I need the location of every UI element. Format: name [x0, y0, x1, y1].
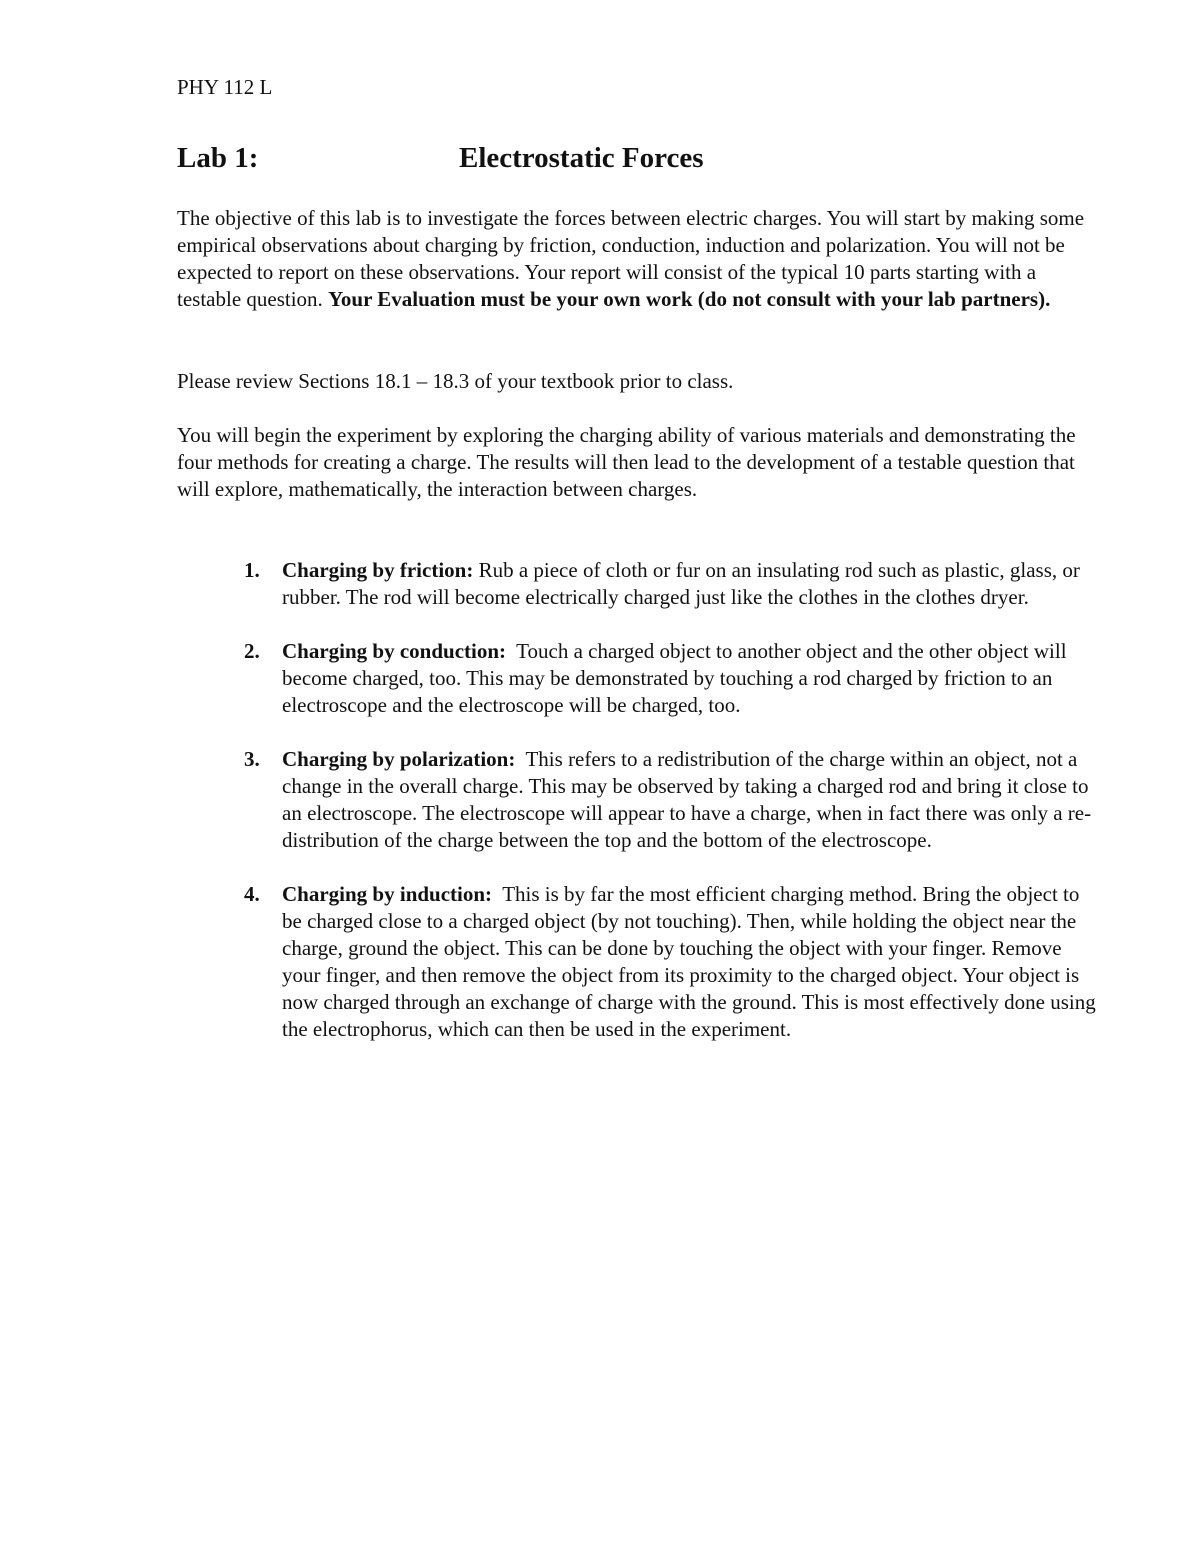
- objective-text: The objective of this lab is to investigate the forces between electric charges. You will start by making some empirical observations about charging by friction, conduction, induction and polarization. You will not be expected to report on these observations. Your report will consist of the typical 10 parts starting with a testable question.: [177, 206, 1085, 311]
- method-description: Rub a piece of cloth or fur on an insulating rod such as plastic, glass, or rubber. The rod will become electrically charged just like the clothes in the clothes dryer.: [282, 558, 1080, 609]
- method-number: 2.: [244, 639, 260, 663]
- lab-title: [177, 142, 1097, 182]
- method-conduction: [244, 638, 1104, 719]
- charging-methods-list: [244, 557, 1104, 1070]
- method-term: Charging by induction:: [282, 882, 493, 906]
- method-number: 3.: [244, 747, 260, 771]
- evaluation-notice: Your Evaluation must be your own work (do not consult with your lab partners).: [328, 287, 1051, 311]
- method-description: Touch a charged object to another object and the other object will become charged, too. This may be demonstrated by touching a rod charged by friction to an electroscope and the electroscope will be charged, too.: [282, 639, 1067, 717]
- method-term: Charging by polarization:: [282, 747, 516, 771]
- method-description: This is by far the most efficient charging method. Bring the object to be charged close to a charged object (by not touching). Then, while holding the object near the charge, ground the object. This can be done by touching the object with your finger. Remove your finger, and then remove the object from its proximity to the charged object. Your object is now charged through an exchange of charge with the ground. This is most effectively done using the electrophorus, which can then be used in the experiment.: [282, 882, 1096, 1041]
- method-polarization: [244, 746, 1104, 854]
- review-paragraph: Please review Sections 18.1 – 18.3 of your textbook prior to class.: [177, 369, 734, 393]
- course-code: PHY 112 L: [177, 75, 273, 99]
- lab-number: Lab 1:: [177, 142, 259, 174]
- lab-name: Electrostatic Forces: [459, 142, 704, 174]
- method-description: This refers to a redistribution of the charge within an object, not a change in the overall charge. This may be observed by taking a charged rod and bring it close to an electroscope. The electroscope will appear to have a charge, when in fact there was only a re-distribution of the charge between the top and the bottom of the electroscope.: [282, 747, 1092, 852]
- method-number: 1.: [244, 558, 260, 582]
- overview-paragraph: You will begin the experiment by exploring the charging ability of various materials and demonstrating the four methods for creating a charge. The results will then lead to the development of a testable question that will explore, mathematically, the interaction between charges.: [177, 423, 1076, 501]
- method-term: Charging by friction:: [282, 558, 474, 582]
- method-friction: [244, 557, 1104, 611]
- method-term: Charging by conduction:: [282, 639, 507, 663]
- objective-paragraph: [177, 205, 1097, 313]
- method-number: 4.: [244, 882, 260, 906]
- method-induction: [244, 881, 1104, 1043]
